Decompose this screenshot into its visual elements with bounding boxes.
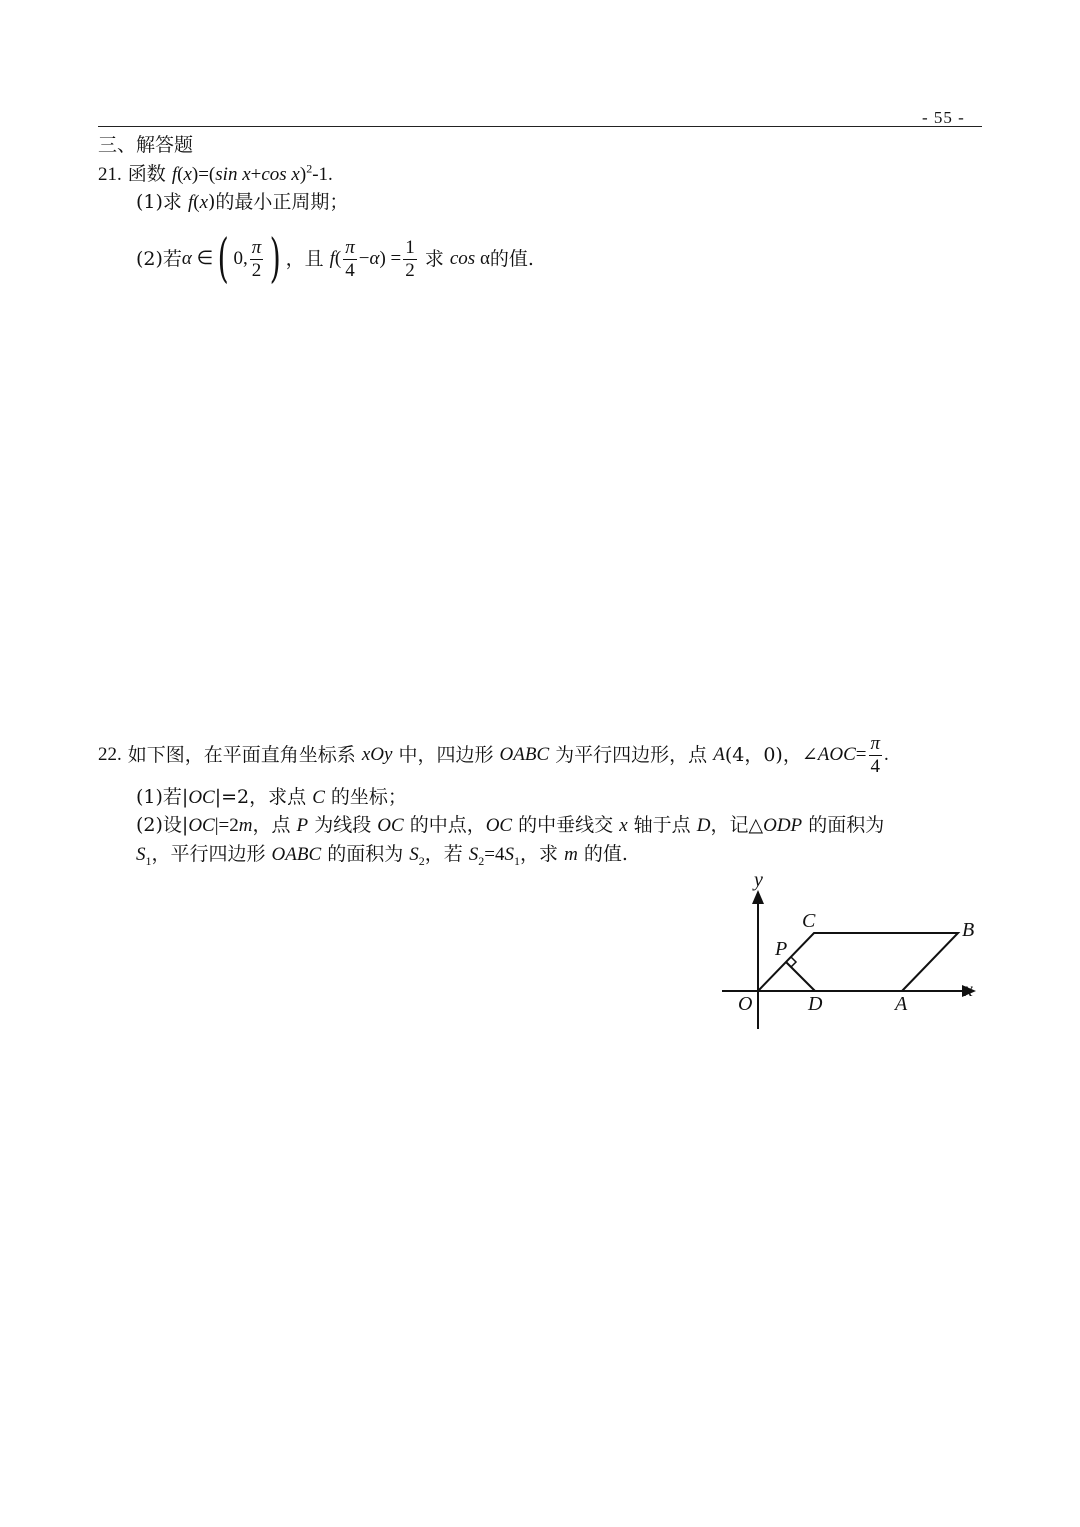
q22-stem-pre: 如下图，在平面直角坐标系	[127, 744, 362, 766]
q21-part1-lp: (	[193, 192, 200, 213]
q21-part2-zero: 0,	[233, 248, 248, 269]
perpendicular-bisector-pd	[786, 962, 815, 991]
q21-part1-f: f	[187, 192, 194, 213]
q22-part1-c: C	[312, 787, 325, 808]
q21-plus: +	[250, 164, 262, 185]
q21-close: )	[299, 164, 307, 185]
parallelogram-oabc	[758, 933, 958, 991]
q21-right-paren: )	[269, 229, 282, 289]
q21-part2-comma: ，且	[285, 248, 330, 270]
q22-p2b-m: m	[564, 844, 578, 865]
q21-frac-1-2	[403, 237, 417, 282]
q21-frac3-den: 2	[405, 259, 415, 281]
q21-part2-minus: −	[358, 248, 370, 269]
q21-part1-pre: (1)求	[136, 191, 188, 213]
q22-p2-odp: ODP	[763, 815, 803, 836]
q22-number: 22.	[98, 744, 122, 765]
page-number: - 55 -	[922, 108, 965, 127]
q21-part2	[136, 229, 534, 289]
q22-p2-p: P	[296, 815, 309, 836]
q22-p2b-s2: S	[409, 844, 419, 865]
q22-part1-tail: 的坐标；	[324, 786, 407, 808]
q22-mid2: 为平行四边形，点	[549, 744, 714, 766]
parallelogram-figure	[718, 864, 988, 1036]
q21-stem-text: 函数	[127, 163, 172, 185]
q22-p2b-s2sub: 2	[418, 853, 425, 868]
q22-p2b-mid4: ，求	[520, 843, 565, 865]
q21-number: 21.	[98, 164, 122, 185]
q22-xoy: xOy	[361, 744, 393, 765]
q22-p2b-mid2: 的面积为	[321, 843, 410, 865]
q22-p2b-tail: 的值.	[577, 843, 628, 865]
label-p: P	[775, 938, 788, 960]
q21-rp-eq: )=(	[191, 164, 216, 185]
q22-p2-tail: 的面积为	[802, 814, 885, 836]
q22-part1	[136, 785, 407, 810]
q22-p2b-s: S	[136, 844, 146, 865]
q22-eq: =	[855, 744, 867, 765]
q22-p2b-eq: =4	[484, 844, 505, 865]
q22-p2b-mid: ，平行四边形	[151, 843, 272, 865]
q21-part2-alpha: α	[181, 248, 192, 269]
q22-p2-mid3: 为线段	[308, 814, 378, 836]
q22-part1-pre: (1)若|	[136, 786, 189, 808]
q22-p2b-s3: S	[468, 844, 479, 865]
label-a: A	[895, 993, 908, 1015]
q21-part2-tail: 的值.	[489, 248, 534, 270]
q21-sin: sin x	[215, 164, 251, 185]
q21-part2-lp: (	[334, 248, 342, 269]
q21-cos: cos x	[261, 164, 300, 185]
q22-part1-oc: OC	[188, 787, 215, 808]
q22-frac-pi-4	[869, 733, 883, 778]
q22-end: .	[884, 744, 889, 765]
q22-coords: (4，0)，∠	[724, 744, 818, 766]
q22-p2b-s1sub: 1	[145, 853, 152, 868]
q21-part1-tail: )的最小正周期；	[208, 191, 349, 213]
q21-sup: 2	[306, 161, 313, 176]
q21-frac-pi-4	[343, 237, 357, 282]
q21-frac3-num: 1	[405, 236, 415, 258]
q22-p2-d: D	[696, 815, 711, 836]
q22-stem	[98, 730, 889, 779]
q21-lp: (	[177, 164, 184, 185]
label-o: O	[738, 993, 753, 1015]
q21-part1	[136, 190, 348, 215]
q22-p2-oc2: OC	[377, 815, 404, 836]
q21-frac-pi-2	[250, 237, 264, 282]
q22-p2b-oabc: OABC	[271, 844, 322, 865]
q22-frac-num: π	[870, 732, 881, 754]
q22-p2-oc: OC	[188, 815, 215, 836]
q21-part2-pre: (2)若	[136, 248, 182, 270]
label-x: x	[964, 979, 973, 1001]
q21-part2-rp-eq: ) =	[379, 248, 402, 269]
q21-part2-ask: 求	[418, 248, 450, 270]
q22-a: A	[713, 744, 725, 765]
q21-frac-num: π	[251, 236, 262, 258]
q22-p2-m: m	[238, 815, 253, 836]
y-axis-arrow-icon	[752, 890, 764, 904]
q21-left-paren: (	[217, 229, 229, 289]
right-angle-marker	[791, 957, 796, 967]
q22-p2-mid5: 的中垂线交	[512, 814, 620, 836]
q22-p2-oc3: OC	[485, 815, 513, 836]
q22-p2-mid7: ，记△	[710, 814, 764, 836]
q22-p2-mid: |=2	[214, 815, 239, 836]
q22-p2b-mid3: ，若	[424, 843, 469, 865]
q22-part1-mid: |=2，求点	[214, 786, 313, 808]
q21-part2-alpha2: α	[369, 248, 380, 269]
label-y: y	[754, 869, 763, 891]
q22-p2-x: x	[619, 815, 628, 836]
q22-part2-line1	[136, 813, 884, 838]
q22-part2-line2	[136, 842, 628, 867]
q21-x: x	[183, 164, 192, 185]
section-title: 三、解答题	[98, 134, 194, 156]
q21-frac2-den: 4	[343, 259, 357, 282]
q22-p2-mid4: 的中点，	[403, 814, 486, 836]
q21-part2-cos: cos	[449, 248, 476, 269]
q22-mid1: 中，四边形	[392, 744, 500, 766]
label-b: B	[962, 919, 975, 941]
q22-p2-mid6: 轴于点	[627, 814, 697, 836]
q21-frac2-num: π	[345, 236, 355, 258]
q22-p2-mid2: ，点	[252, 814, 297, 836]
q22-aoc: AOC	[817, 744, 856, 765]
q22-p2-pre: (2)设|	[136, 814, 189, 836]
q21-part1-x: x	[199, 192, 209, 213]
label-d: D	[808, 993, 823, 1015]
q21-tail: -1.	[312, 164, 333, 185]
q22-oabc: OABC	[499, 744, 550, 765]
q22-frac-den: 4	[869, 755, 883, 778]
q21-part2-alpha3: α	[475, 248, 490, 269]
q22-p2b-s4: S	[504, 844, 515, 865]
q21-frac-den: 2	[250, 259, 264, 282]
q21-part2-in: ∈	[191, 248, 214, 269]
q22-p2b-s3sub: 2	[478, 853, 485, 868]
q21-part2-f: f	[329, 248, 335, 269]
q21-f: f	[171, 164, 178, 185]
header-rule	[98, 126, 982, 127]
q22-p2b-s4sub: 1	[514, 853, 521, 868]
q21-stem	[98, 162, 333, 187]
label-c: C	[802, 910, 816, 932]
